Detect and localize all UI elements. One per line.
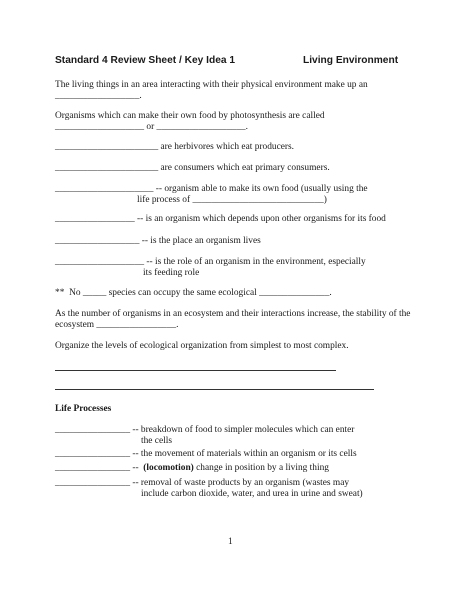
page-number: 1 (228, 537, 233, 547)
question-10-line-2: ecosystem _________________. (55, 320, 179, 330)
life-process-3 (55, 463, 329, 475)
life-process-1-line-1: ________________ -- breakdown of food to simpler molecules which can enter (55, 425, 355, 435)
question-3: ______________________ are herbivores which eat producers. (55, 142, 295, 152)
question-8-line-2: its feeding role (143, 268, 200, 278)
life-process-3-prefix: ________________ -- (55, 463, 144, 473)
question-2-line-1: Organisms which can make their own food by photosynthesis are called (55, 111, 325, 121)
subject-title: Living Environment (303, 55, 399, 66)
question-1-line-1: The living things in an area interacting with their physical environment make up an (55, 80, 368, 90)
question-4: ______________________ are consumers which eat primary consumers. (55, 163, 330, 173)
answer-line-2 (55, 389, 374, 390)
question-10-line-1: As the number of organisms in an ecosystem and their interactions increase, the stability of the (55, 309, 411, 319)
life-process-4-line-1: ________________ -- removal of waste products by an organism (wastes may (55, 478, 350, 488)
answer-line-1 (55, 370, 336, 371)
life-process-3-bold-term: (locomotion) (143, 463, 194, 473)
life-process-2: ________________ -- the movement of materials within an organism or its cells (55, 449, 357, 459)
question-9: ** No _____ species can occupy the same ecological _______________. (55, 288, 332, 298)
question-6: _________________ -- is an organism which depends upon other organisms for its food (55, 214, 386, 224)
question-5-line-1: _____________________ -- organism able to make its own food (usually using the (55, 184, 368, 194)
life-process-1-line-2: the cells (141, 436, 172, 446)
question-1-line-2: __________________. (55, 91, 142, 101)
question-7: __________________ -- is the place an organism lives (55, 236, 261, 246)
life-processes-heading: Life Processes (55, 404, 112, 414)
life-process-3-suffix: change in position by a living thing (193, 463, 329, 473)
question-8-line-1: ___________________ -- is the role of an organism in the environment, especially (55, 257, 366, 267)
worksheet-title: Standard 4 Review Sheet / Key Idea 1 (55, 55, 236, 66)
question-5-line-2: life process of ____________________________) (137, 195, 327, 205)
question-2-line-2: ___________________ or ___________________. (55, 122, 248, 132)
life-process-4-line-2: include carbon dioxide, water, and urea in urine and sweat) (141, 489, 363, 499)
question-11: Organize the levels of ecological organization from simplest to most complex. (55, 341, 349, 351)
